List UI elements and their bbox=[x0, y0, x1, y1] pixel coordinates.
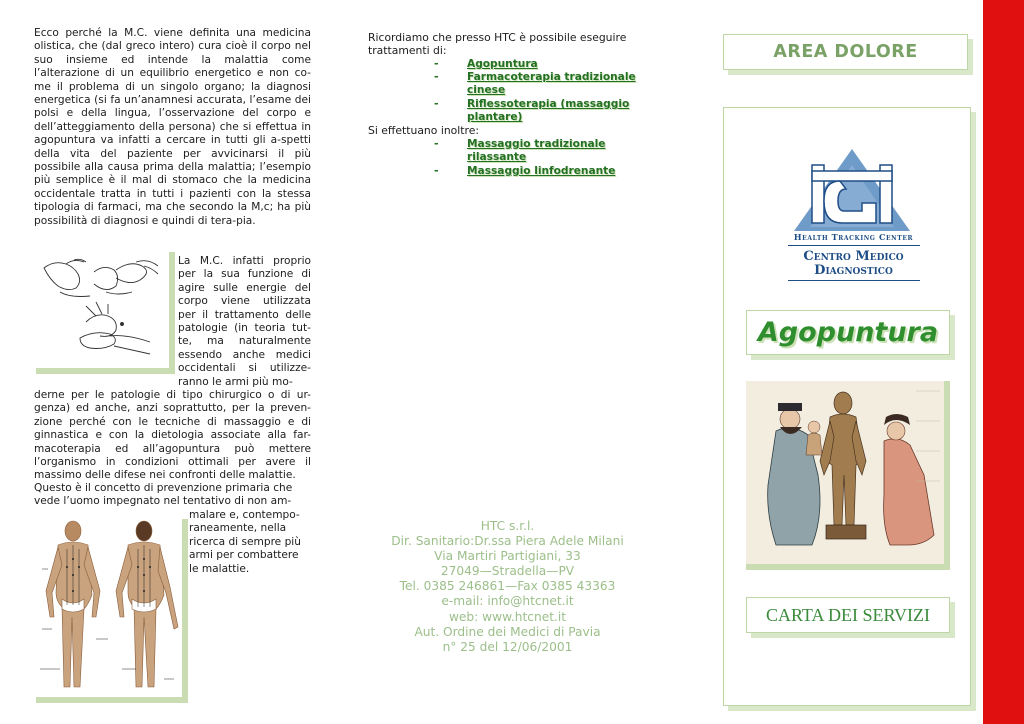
website: web: www.htcnet.it bbox=[448, 609, 567, 624]
company-name: HTC s.r.l. bbox=[480, 519, 535, 533]
main-title-box bbox=[746, 310, 950, 355]
body-paragraph-5: malare e, contempo-raneamente, nella ricerca di sempre più armi per combattere le malattie. bbox=[189, 509, 301, 575]
service-item-riflessoterapia: Riflessoterapia (massaggio bbox=[467, 98, 630, 110]
service-charter-title: CARTA DEI SERVIZI bbox=[765, 605, 931, 625]
medical-director: Dir. Sanitario:Dr.ssa Piera Adele Milani bbox=[391, 534, 624, 549]
acupuncture-statue-illustration bbox=[746, 381, 950, 570]
service-item-riflessoterapia-cont: plantare) bbox=[467, 111, 523, 123]
services-intro-2: Si effettuano inoltre: bbox=[368, 124, 479, 137]
body-paragraph-4: Questo è il concetto di prevenzione primaria che vede l’uomo impegnato nel tentativo di non am- bbox=[34, 482, 293, 508]
service-item-massaggio-tradizionale: Massaggio tradizionale bbox=[467, 138, 606, 150]
body-paragraph-2: La M.C. infatti proprio per la sua funzione di agire sulle energie del corpo viene utilizzata per il trattamento delle patologie (in teoria tut-te, ma naturalmente essendo anche medici occidentali si utilizze-ranno le armi più mo- bbox=[178, 255, 311, 388]
phone-fax: Tel. 0385 246861—Fax 0385 43363 bbox=[399, 579, 616, 594]
brand-divider bbox=[788, 245, 920, 246]
bullet-dash: - bbox=[434, 57, 439, 70]
contact-block bbox=[380, 519, 635, 655]
address-street: Via Martiri Partigiani, 33 bbox=[434, 549, 581, 564]
meridians-body-illustration bbox=[36, 519, 188, 703]
body-paragraph-1: Ecco perché la M.C. viene definita una medicina olistica, che (dal greco intero) cura cioè il corpo nel suo insieme ed intende la malattia come l’alterazione di un equilibrio energetico e non co-me il problema di un singolo organo; la diagnosi energetica (si fa un’anamnesi accurata, l’esame dei polsi e della lingua, l’osservazione del corpo e dell’atteggiamento della persona) che si effettua in agopuntura va infatti a cercare in tutti gli a-spetti della vita del paziente per avvicinarsi il più possibile alla causa prima della malattia; l’esempio più semplice è il mal di stomaco che la medicina occidentale tratta in tutti i pazienti con la stessa tipologia di farmaci, ma che secondo la M,c; ha più possibilità di diagnosi e quindi di tera-pia. bbox=[34, 27, 311, 227]
service-item-massaggio-tradizionale-cont: rilassante bbox=[467, 151, 527, 163]
brand-name-line2: Diagnostico bbox=[814, 263, 893, 278]
email: e-mail: info@htcnet.it bbox=[441, 594, 574, 609]
authorization: Aut. Ordine dei Medici di Pavia bbox=[414, 624, 601, 639]
htc-logo bbox=[790, 147, 915, 237]
bullet-dash: - bbox=[434, 97, 439, 110]
hands-illustration bbox=[36, 252, 175, 374]
service-charter-box bbox=[746, 597, 950, 633]
body-paragraph-3: derne per le patologie di tipo chirurgico o di ur-genza) ed anche, anzi soprattutto, per la preven-zione perché con le tecniche di massaggio e di ginnastica e con la dietologia associate alla far-macoterapia ed all’agopuntura può mettere l’organismo in condizioni ottimali per avere il massimo delle difese nei confronti delle malattie. bbox=[34, 389, 311, 482]
service-item-farmacoterapia: Farmacoterapia tradizionale bbox=[467, 71, 636, 83]
bullet-dash: - bbox=[434, 137, 439, 150]
address-city: 27049—Stradella—PV bbox=[440, 564, 575, 579]
service-item-massaggio-linfodrenante: Massaggio linfodrenante bbox=[467, 165, 616, 177]
bullet-dash: - bbox=[434, 70, 439, 83]
services-intro: Ricordiamo che presso HTC è possibile eseguire trattamenti di: bbox=[368, 31, 627, 58]
area-title: AREA DOLORE bbox=[773, 42, 918, 62]
main-title: Agopuntura bbox=[757, 317, 939, 348]
brand-name-line1: Centro Medico bbox=[803, 249, 904, 264]
service-item-agopuntura: Agopuntura bbox=[467, 58, 538, 70]
brand-tagline: Health Tracking Center bbox=[793, 232, 914, 242]
bullet-dash: - bbox=[434, 164, 439, 177]
brand-name bbox=[781, 250, 926, 278]
authorization-number: n° 25 del 12/06/2001 bbox=[442, 639, 573, 654]
service-item-farmacoterapia-cont: cinese bbox=[467, 84, 506, 96]
brand-divider-2 bbox=[788, 280, 920, 281]
area-header-box bbox=[723, 34, 968, 70]
side-color-bar bbox=[983, 0, 1024, 724]
